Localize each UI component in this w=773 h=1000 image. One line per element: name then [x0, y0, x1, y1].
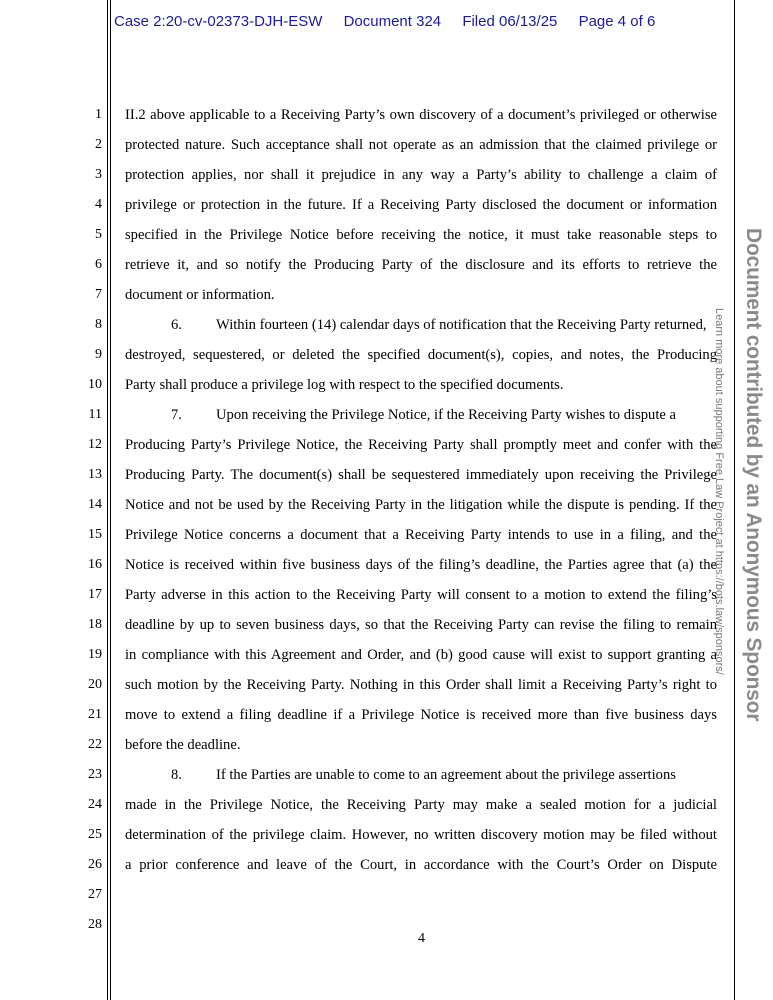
- line-number: 26: [88, 857, 102, 872]
- document-body: [125, 105, 717, 885]
- line-number: 15: [88, 527, 102, 542]
- line-number: 12: [88, 437, 102, 452]
- text-line: Party shall produce a privilege log with respect to the specified documents.: [125, 377, 564, 393]
- text-line: a prior conference and leave of the Court, in accordance with the Court’s Order on Dispute: [125, 857, 717, 873]
- text-line: made in the Privilege Notice, the Receiving Party may make a sealed motion for a judicial: [125, 797, 717, 813]
- text-line: retrieve it, and so notify the Producing Party of the disclosure and its efforts to retrieve the: [125, 257, 717, 273]
- sponsor-watermark-link: Learn more about supporting Free Law Project at https://bots.law/sponsors/: [713, 308, 725, 675]
- text-line: Upon receiving the Privilege Notice, if the Receiving Party wishes to dispute a: [216, 407, 676, 423]
- text-line: specified in the Privilege Notice before receiving the notice, it must take reasonable steps to: [125, 227, 717, 243]
- line-number: 24: [88, 797, 102, 812]
- line-number: 13: [88, 467, 102, 482]
- line-number: 28: [88, 917, 102, 932]
- document-number: Document 324: [343, 13, 442, 30]
- line-number: 16: [88, 557, 102, 572]
- page-number: 4: [418, 931, 425, 946]
- sponsor-watermark: Document contributed by an Anonymous Sponsor: [742, 228, 765, 722]
- line-number: 5: [95, 227, 102, 242]
- line-number: 17: [88, 587, 102, 602]
- line-number: 4: [95, 197, 102, 212]
- line-number: 1: [95, 107, 102, 122]
- paragraph-8-first-line: [125, 765, 717, 795]
- line-number: 18: [88, 617, 102, 632]
- paragraph-number: 7.: [171, 407, 182, 423]
- case-number: Case 2:20-cv-02373-DJH-ESW: [114, 13, 323, 30]
- text-line: in compliance with this Agreement and Order, and (b) good cause will exist to support granting a: [125, 647, 717, 663]
- line-number: 21: [88, 707, 102, 722]
- text-line: move to extend a filing deadline if a Privilege Notice is received more than five business days: [125, 707, 717, 723]
- text-line: Producing Party’s Privilege Notice, the Receiving Party shall promptly meet and confer with the: [125, 437, 717, 453]
- text-line: Notice and not be used by the Receiving Party in the litigation while the dispute is pending. If the: [125, 497, 717, 513]
- line-number: 23: [88, 767, 102, 782]
- text-line: protection applies, nor shall it prejudice in any way a Party’s ability to challenge a claim of: [125, 167, 717, 183]
- ecf-header: [114, 13, 672, 35]
- text-line: before the deadline.: [125, 737, 241, 753]
- line-number: 11: [88, 407, 102, 422]
- line-number: 7: [95, 287, 102, 302]
- line-number: 9: [95, 347, 102, 362]
- text-line: such motion by the Receiving Party. Nothing in this Order shall limit a Receiving Party’s right to: [125, 677, 717, 693]
- text-line: determination of the privilege claim. However, no written discovery motion may be filed without: [125, 827, 717, 843]
- text-line: privilege or protection in the future. If a Receiving Party disclosed the document or information: [125, 197, 717, 213]
- paragraph-7-first-line: [125, 405, 717, 435]
- text-line: II.2 above applicable to a Receiving Party’s own discovery of a document’s privileged or otherwise: [125, 107, 717, 123]
- paragraph-number: 8.: [171, 767, 182, 783]
- text-line: Within fourteen (14) calendar days of notification that the Receiving Party returned,: [216, 317, 707, 333]
- line-number: 2: [95, 137, 102, 152]
- text-line: deadline by up to seven business days, so that the Receiving Party can revise the filing to remain: [125, 617, 717, 633]
- text-line: protected nature. Such acceptance shall not operate as an admission that the claimed privilege or: [125, 137, 717, 153]
- text-line: destroyed, sequestered, or deleted the specified document(s), copies, and notes, the Producing: [125, 347, 717, 363]
- paragraph-number: 6.: [171, 317, 182, 333]
- line-number: 22: [88, 737, 102, 752]
- line-number: 6: [95, 257, 102, 272]
- text-line: If the Parties are unable to come to an agreement about the privilege assertions: [216, 767, 676, 783]
- line-number: 27: [88, 887, 102, 902]
- filed-date: Filed 06/13/25: [462, 13, 558, 30]
- left-margin-rule: [107, 0, 108, 1000]
- paragraph-6-first-line: [125, 315, 717, 345]
- line-number: 19: [88, 647, 102, 662]
- text-line: Party adverse in this action to the Receiving Party will consent to a motion to extend the filing’s: [125, 587, 717, 603]
- line-number: 14: [88, 497, 102, 512]
- line-number: 25: [88, 827, 102, 842]
- text-line: Notice is received within five business days of the filing’s deadline, the Parties agree that (a) the: [125, 557, 717, 573]
- line-number: 20: [88, 677, 102, 692]
- page-count: Page 4 of 6: [578, 13, 656, 30]
- text-line: document or information.: [125, 287, 275, 303]
- text-line: Privilege Notice concerns a document that a Receiving Party intends to use in a filing, and the: [125, 527, 717, 543]
- right-margin-rule: [734, 0, 735, 1000]
- pleading-line-numbers: [74, 105, 102, 945]
- line-number: 10: [88, 377, 102, 392]
- line-number: 8: [95, 317, 102, 332]
- left-margin-rule-inner: [110, 0, 111, 1000]
- line-number: 3: [95, 167, 102, 182]
- text-line: Producing Party. The document(s) shall be sequestered immediately upon receiving the Privilege: [125, 467, 717, 483]
